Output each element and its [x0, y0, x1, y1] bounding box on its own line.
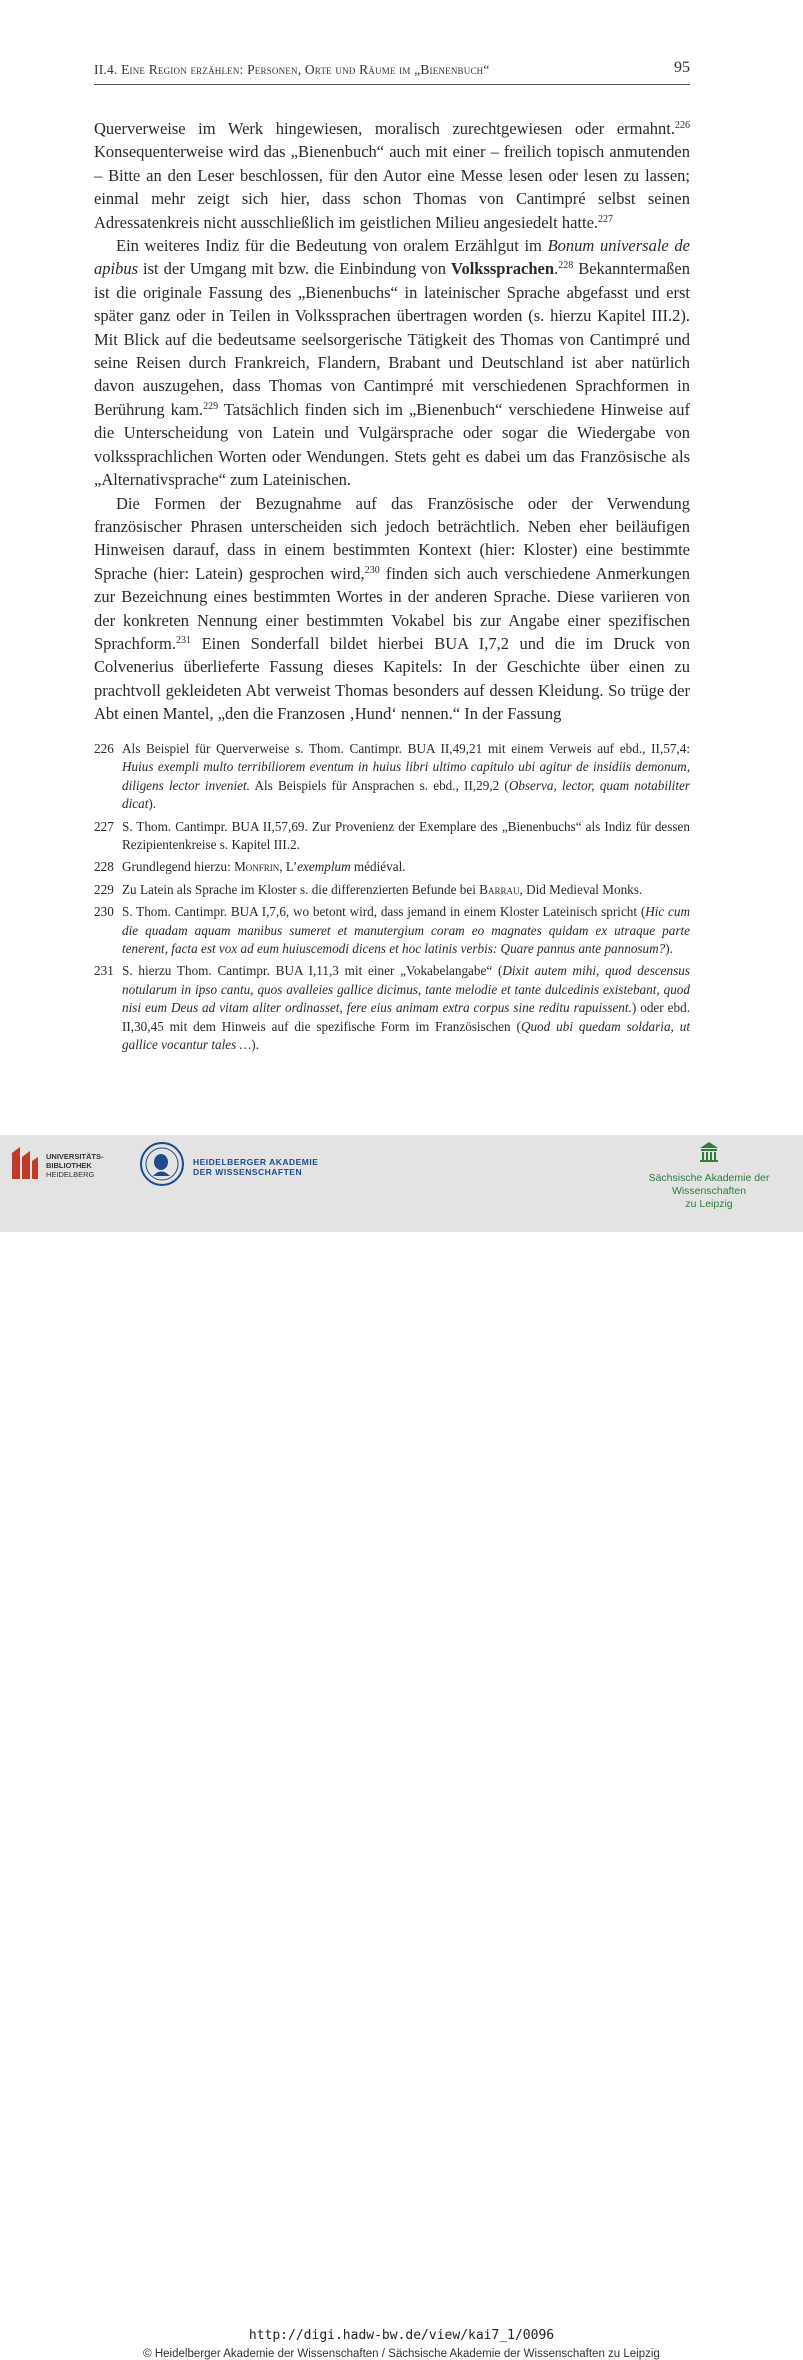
page-number: 95	[674, 59, 690, 76]
chapter-number: II.4.	[94, 62, 122, 77]
running-header	[94, 58, 690, 85]
hadw-logo[interactable]	[139, 1141, 318, 1192]
footnote-231	[94, 962, 690, 1054]
footnote-226	[94, 740, 690, 814]
footnote-number: 229	[94, 881, 114, 897]
copyright-notice: © Heidelberger Akademie der Wissenschaften / Sächsische Akademie der Wissenschaften zu Leipzig	[143, 2348, 660, 2360]
ub-heidelberg-name: UNIVERSITÄTS- BIBLIOTHEK HEIDELBERG	[46, 1152, 104, 1179]
digitization-footer	[0, 1135, 803, 2360]
footnote-ref[interactable]: 230	[364, 564, 380, 576]
footnote-number: 228	[94, 859, 114, 875]
footnote-text: S. Thom. Cantimpr. BUA I,7,6, wo betont wird, dass jemand in einem Kloster Lateinisch spricht (Hic cum die quadam aquam manibus sumeret et manutergium coram eo magnates quidam ex utraque parte tenerent, facta est vox ad eum huiuscemodi dicens et hoc latinis verbis: Quare pannus ante pannosum?).	[122, 904, 690, 957]
footnotes	[94, 740, 690, 1059]
footnote-ref[interactable]: 229	[203, 400, 219, 412]
chapter-title: Eine Region erzählen: Personen, Orte und Räume im „Bienenbuch“	[121, 62, 490, 77]
footnote-number: 227	[94, 818, 114, 834]
footnote-ref[interactable]: 227	[598, 213, 614, 225]
footnote-229	[94, 881, 690, 899]
footnote-text: S. Thom. Cantimpr. BUA II,57,69. Zur Provenienz der Exemplare des „Bienenbuchs“ als Indiz für dessen Rezipientenkreise s. Kapitel III.2.	[122, 818, 690, 853]
footnote-ref[interactable]: 231	[176, 634, 192, 646]
hadw-name: HEIDELBERGER AKADEMIE DER WISSENSCHAFTEN	[193, 1156, 319, 1177]
saw-logo[interactable]	[620, 1141, 798, 1211]
footnote-text: S. hierzu Thom. Cantimpr. BUA I,11,3 mit einer „Vokabelangabe“ (Dixit autem mihi, quod descensus notularum in ipso cantu, quos avalleies gallice dicimus, tante melodie et tante dulcedinis existebant, quod nisi eum Deus ad vitam aliter ordinasset, fere eius animam extra corpus sine reditu rapuissent.) oder ebd. II,30,45 mit dem Hinweis auf die spezifische Form im Französischen (Quod ubi quedam soldaria, ut gallice vocantur tales …).	[122, 963, 690, 1053]
footnote-227	[94, 818, 690, 855]
paragraph-1: Querverweise im Werk hingewiesen, moralisch zurechtgewiesen oder ermahnt.$^{226}$ Konsequenterweise wird das „Bienenbuch“ auch mit einer – freilich topisch anmutenden – Bitte an den Leser beschlossen, für den Autor eine Messe lesen oder lesen zu lassen; einmal mehr zeigt sich hier, dass schon Thomas von Cantimpré selbst seinen Adressatenkreis nicht ausschließlich im geistlichen Milieu angesiedelt hatte.$^{227}$	[94, 119, 690, 232]
ub-heidelberg-logo[interactable]	[8, 1143, 104, 1188]
hadw-seal-icon	[139, 1141, 185, 1192]
main-text	[94, 117, 690, 726]
footnote-230	[94, 903, 690, 958]
paragraph-3: Die Formen der Bezugnahme auf das Französische oder der Verwendung französischer Phrasen unterscheiden sich jedoch beträchtlich. Neben eher beiläufigen Hinweisen darauf, dass in einem bestimmten Kontext (hier: Kloster) eine bestimmte Sprache (hier: Latein) gesprochen wird,$^{230}$ finden sich auch verschiedene Anmerkungen zur Bezeichnung eines bestimmten Wortes in der anderen Sprache. Diese variieren von der konkreten Nennung einer bestimmten Vokabel bis zur Angabe einer spezifischen Sprachform.$^{231}$ Einen Sonderfall bildet hierbei BUA I,7,2 und die im Druck von Colvenerius überlieferte Fassung dieses Kapitels: In der Geschichte über einen zu prachtvoll gekleideten Abt verweist Thomas besonders auf dessen Kleidung. So trüge der Abt einen Mantel, „den die Franzosen ‚Hund‘ nennen.“ In der Fassung	[94, 493, 690, 724]
footnote-text: Als Beispiel für Querverweise s. Thom. Cantimpr. BUA II,49,21 mit einem Verweis auf ebd., II,57,4: Huius exempli multo terribiliorem eventum in huius libri ultimo capitulo ubi agitur de insidiis demonum, diligens lector inveniet. Als Beispiels für Ansprachen s. ebd., II,29,2 (Observa, lector, quam notabiliter dicat).	[122, 741, 690, 812]
paragraph-2: Ein weiteres Indiz für die Bedeutung von oralem Erzählgut im Bonum universale de apibus ist der Umgang mit bzw. die Einbindung von Volkssprachen.$^{228}$ Bekanntermaßen ist die originale Fassung des „Bienenbuchs“ in lateinischer Sprache abgefasst und erst später ganz oder in Teilen in Volkssprachen übertragen worden (s. hierzu Kapitel III.2). Mit Blick auf die bedeutsame seelsorgerische Tätigkeit des Thomas von Cantimpré und seine Reisen durch Frankreich, Flandern, Brabant und Deutschland ist aber natürlich davon auszugehen, dass Thomas von Cantimpré mit verschiedenen Sprachformen in Berührung kam.$^{229}$ Tatsächlich finden sich im „Bienenbuch“ verschiedene Hinweise auf die Unterscheidung von Latein und Vulgärsprache oder sogar die Wiedergabe von volkssprachlichen Worten oder Wendungen. Stets geht es dabei um das Französische als „Alternativsprache“ zum Lateinischen.	[94, 236, 690, 490]
footnote-text: Grundlegend hierzu: Monfrin, L’exemplum médiéval.	[122, 859, 406, 875]
footnote-228	[94, 858, 690, 876]
ub-heidelberg-logo-icon	[8, 1143, 42, 1188]
footnote-number: 230	[94, 904, 114, 920]
saw-name: Sächsische Akademie der Wissenschaften zu Leipzig	[648, 1172, 770, 1210]
running-title	[94, 62, 490, 78]
footnote-number: 231	[94, 963, 114, 979]
footnote-ref[interactable]: 226	[675, 120, 690, 131]
saw-building-icon	[699, 1150, 719, 1167]
source-url-link[interactable]: http://digi.hadw-bw.de/view/kai7_1/0096	[248, 2328, 555, 2343]
footnote-text: Zu Latein als Sprache im Kloster s. die differenzierten Befunde bei Barrau, Did Medieval Monks.	[122, 881, 643, 897]
footnote-ref[interactable]: 228	[558, 260, 574, 272]
footnote-number: 226	[94, 741, 114, 756]
